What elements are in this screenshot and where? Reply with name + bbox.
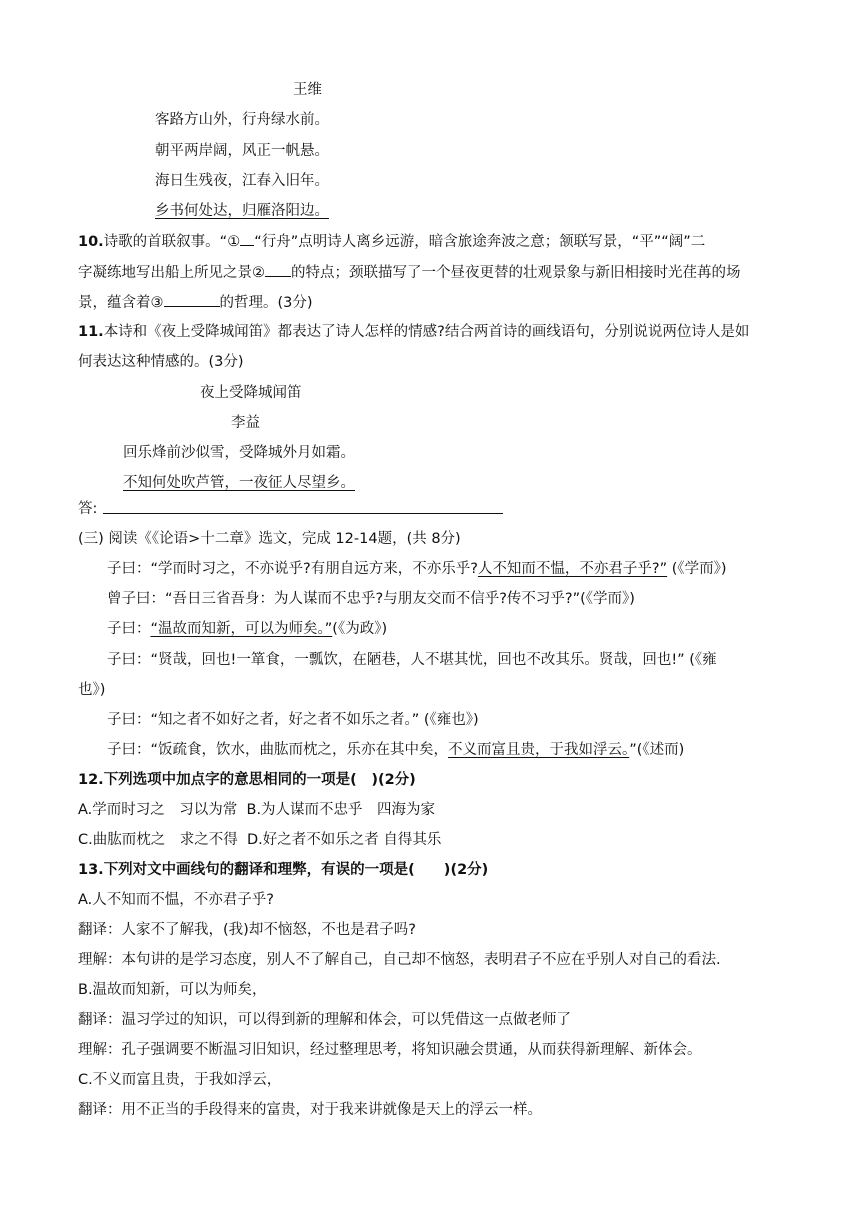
question-10-line-3: 景，蕴含着③ 的哲理。(3分) — [78, 292, 313, 313]
blank-1[interactable] — [240, 231, 254, 246]
lunyu-passage-4-cont: 也》) — [78, 682, 106, 698]
question-13-a-translation: 翻译：人家不了解我，(我)却不恼怒，不也是君子吗? — [78, 922, 417, 938]
underlined-sentence-3: 不义而富且贵，于我如浮云。 — [448, 742, 630, 758]
question-10-line-1: 10.诗歌的首联叙事。“① “行舟”点明诗人离乡远游，暗含旅途奔波之意；颔联写景，“平”“阔”二 — [78, 231, 705, 252]
question-13-a-understanding: 理解：本句讲的是学习态度，别人不了解自己，自己却不恼怒，表明君子不应在乎别人对自己的看法. — [78, 952, 721, 968]
poem1-line-4-underlined: 乡书何处达，归雁洛阳边。 — [155, 203, 329, 219]
question-12-options-row-1 — [78, 800, 435, 820]
question-12-stem: 12.下列选项中加点字的意思相同的一项是( )(2分) — [78, 772, 416, 788]
poem2-line-2-underlined: 不知何处吹芦管，一夜征人尽望乡。 — [123, 475, 355, 491]
option-b[interactable]: B.为人谋而不忠乎 四海为家 — [246, 802, 436, 818]
question-12-number: 12. — [78, 772, 104, 788]
poem2-line-1: 回乐烽前沙似雪，受降城外月如霜。 — [123, 445, 355, 461]
question-11-number: 11. — [78, 324, 104, 340]
question-11-line-1: 11.本诗和《夜上受降城闻笛》都表达了诗人怎样的情感?结合两首诗的画线语句，分别说说两位诗人是如 — [78, 324, 750, 340]
question-13-option-c[interactable]: C.不义而富且贵，于我如浮云， — [78, 1072, 282, 1088]
poem2-author: 李益 — [231, 415, 260, 431]
question-10-line-2: 字凝练地写出船上所见之景② 的特点；颈联描写了一个昼夜更替的壮观景象与新旧相接时光荏苒的场 — [78, 262, 741, 283]
lunyu-passage-3: 子曰：“温故而知新，可以为师矣。”(《为政》) — [107, 621, 388, 637]
question-13-c-translation: 翻译：用不正当的手段得来的富贵，对于我来讲就像是天上的浮云一样。 — [78, 1102, 542, 1118]
question-13-number: 13. — [78, 862, 104, 878]
option-d[interactable]: D.好之者不如乐之者 自得其乐 — [246, 832, 442, 848]
underlined-sentence-2: “温故而知新，可以为师矣。” — [150, 621, 333, 637]
question-13-stem: 13.下列对文中画线句的翻译和理弊，有误的一项是( )(2分) — [78, 862, 489, 878]
poem1-line-3: 海日生残夜，江春入旧年。 — [155, 173, 329, 189]
lunyu-passage-1: 子曰：“学而时习之，不亦说乎?有朋自远方来，不亦乐乎?人不知而不愠，不亦君子乎?” (《学而》) — [107, 561, 727, 577]
blank-3[interactable] — [164, 292, 220, 307]
question-11-line-2: 何表达这种情感的。(3分) — [78, 354, 244, 370]
underlined-sentence-1: 人不知而不愠，不亦君子乎?” — [477, 561, 668, 577]
lunyu-passage-5: 子曰：“知之者不如好之者，好之者不如乐之者。” (《雍也》) — [107, 712, 479, 728]
question-13-option-a[interactable]: A.人不知而不愠，不亦君子乎? — [78, 892, 274, 908]
poem1-author: 王维 — [293, 82, 322, 98]
question-13-option-b[interactable]: B.温故而知新，可以为师矣， — [78, 982, 267, 998]
lunyu-passage-6: 子曰：“饭疏食，饮水，曲肱而枕之，乐亦在其中矣，不义而富且贵，于我如浮云。”(《述而) — [107, 742, 685, 758]
answer-label: 答: — [78, 501, 98, 517]
blank-2[interactable] — [265, 262, 291, 277]
question-13-b-translation: 翻译：温习学过的知识，可以得到新的理解和体会，可以凭借这一点做老师了 — [78, 1012, 571, 1028]
option-c[interactable]: C.曲肱而枕之 求之不得 — [78, 832, 238, 848]
answer-line[interactable] — [103, 513, 503, 514]
lunyu-passage-4: 子曰：“贤哉，回也!一箪食，一瓢饮，在陋巷，人不堪其忧，回也不改其乐。贤哉，回也!” (《雍 — [107, 652, 717, 668]
option-a[interactable]: A.学而时习之 习以为常 — [78, 802, 238, 818]
poem1-line-2: 朝平两岸阔，风正一帆悬。 — [155, 143, 329, 159]
lunyu-passage-2: 曾子曰：“吾日三省吾身：为人谋而不忠乎?与朋友交而不信乎?传不习乎?”(《学而》) — [107, 591, 635, 607]
poem2-title: 夜上受降城闻笛 — [200, 385, 302, 401]
poem1-line-1: 客路方山外，行舟绿水前。 — [155, 112, 329, 128]
question-13-b-understanding: 理解：孔子强调要不断温习旧知识，经过整理思考，将知识融会贯通，从而获得新理解、新体会。 — [78, 1042, 702, 1058]
question-12-options-row-2 — [78, 830, 441, 850]
section-3-heading: (三) 阅读《《论语>十二章》选文，完成 12-14题，(共 8分) — [78, 531, 461, 547]
question-10-number: 10. — [78, 234, 104, 250]
